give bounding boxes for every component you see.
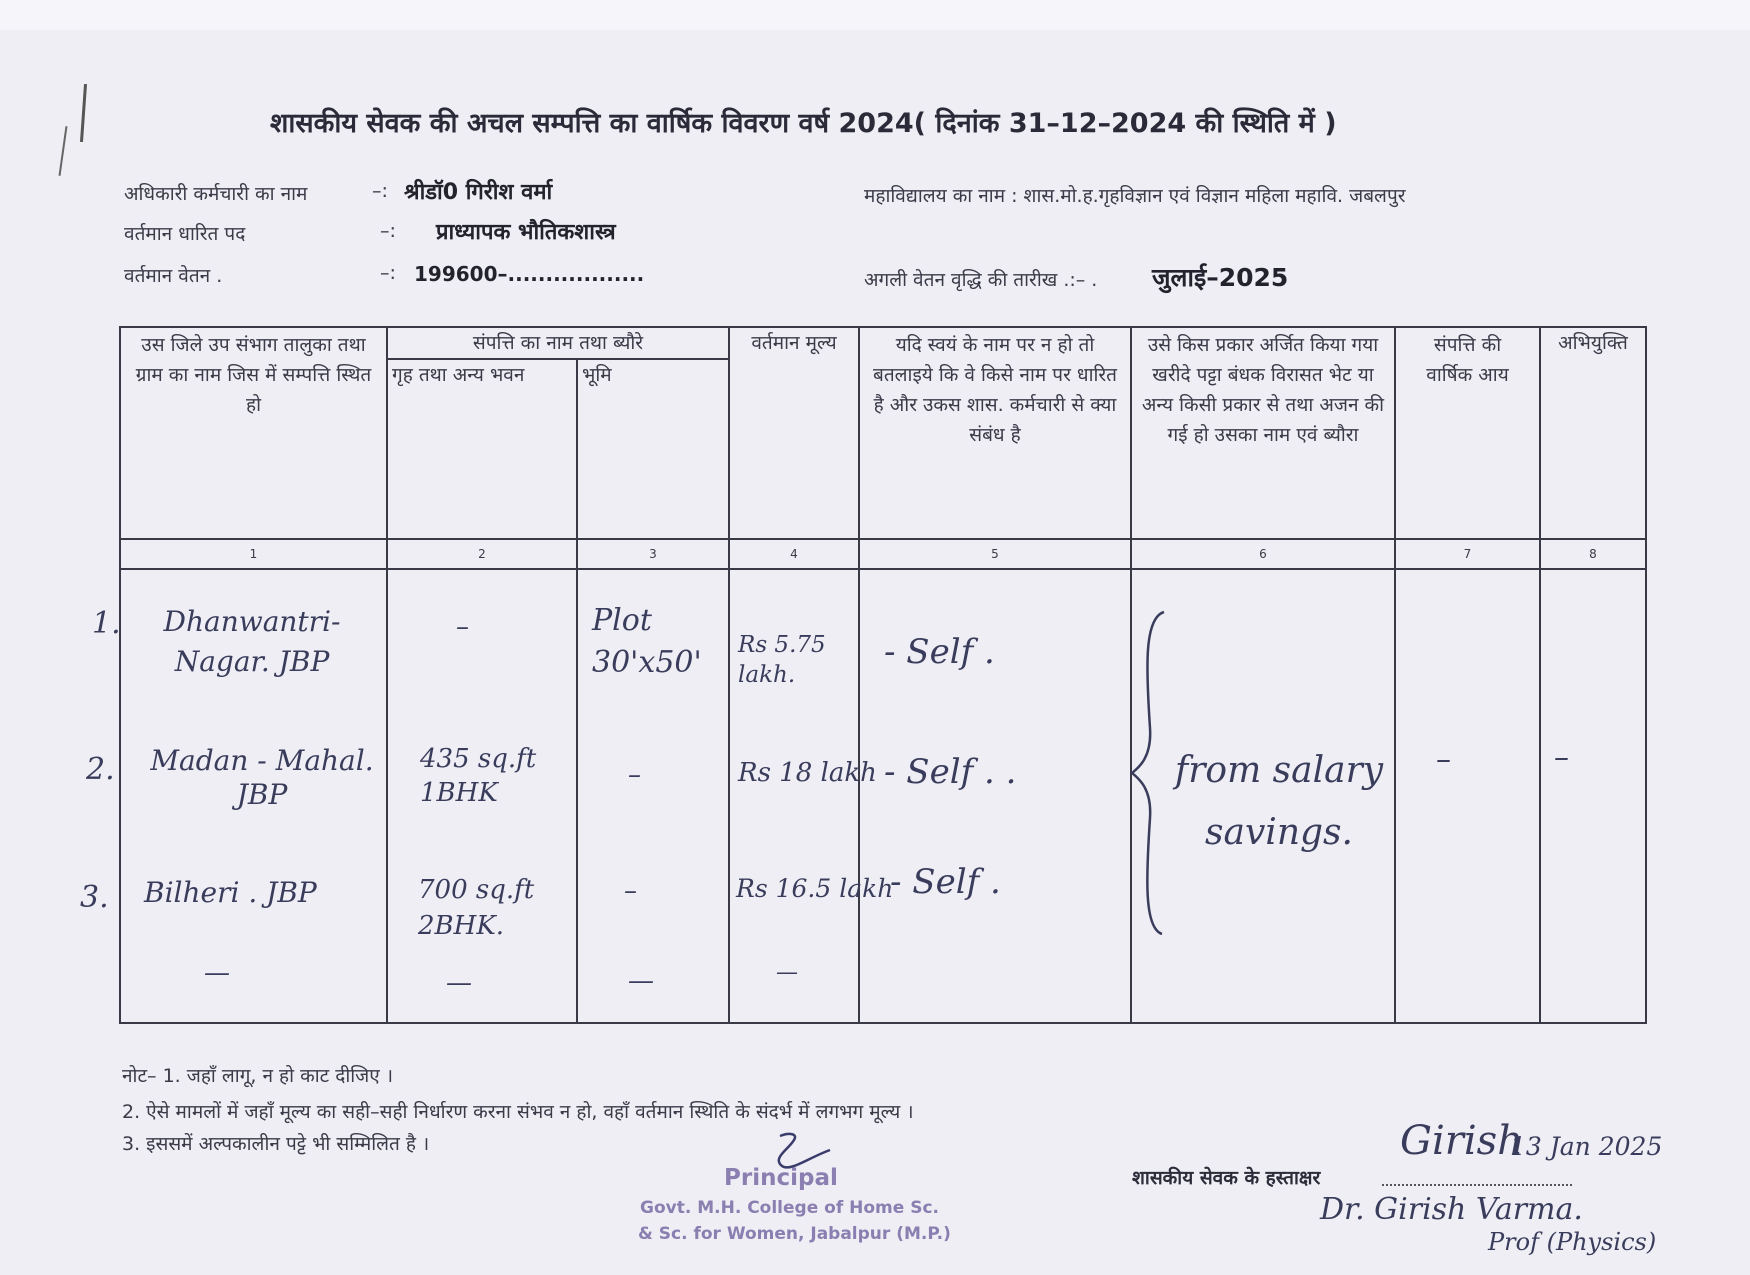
row-value: Rs 5.75 lakh. xyxy=(738,632,826,688)
scan-top-strip xyxy=(0,0,1750,32)
body-cell xyxy=(1540,569,1646,1023)
row-location: Bilheri . JBP xyxy=(144,876,317,909)
trailing-dash: — xyxy=(204,958,230,988)
name-value: श्रीडॉ0 गिरीश वर्मा xyxy=(404,180,553,205)
trailing-dash: — xyxy=(446,968,472,998)
body-cell xyxy=(1395,569,1540,1023)
row-holder: - Self . xyxy=(890,862,1001,902)
column-number: 5 xyxy=(859,539,1131,569)
row-building: 435 sq.ft 1BHK xyxy=(420,744,537,808)
header-property-details: संपत्ति का नाम तथा ब्यौरे xyxy=(387,327,729,359)
header-annual-income: संपत्ति की वार्षिक आय xyxy=(1395,327,1540,539)
column-number: 7 xyxy=(1395,539,1540,569)
stamp-line: & Sc. for Women, Jabalpur (M.P.) xyxy=(638,1224,951,1244)
row-number: 1. xyxy=(92,606,121,641)
annual-income-value: – xyxy=(1436,742,1451,777)
remarks-value: – xyxy=(1554,740,1569,775)
name-separator: –: xyxy=(372,180,388,202)
signature-date: 13 Jan 2025 xyxy=(1510,1132,1663,1161)
row-holder: - Self . . xyxy=(884,752,1017,792)
name-label: अधिकारी कर्मचारी का नाम xyxy=(124,183,308,205)
increment-label: अगली वेतन वृद्धि की तारीख .:– . xyxy=(864,269,1098,291)
row-land: – xyxy=(628,760,641,790)
post-value: प्राध्यापक भौतिकशास्त्र xyxy=(436,220,616,245)
column-number: 4 xyxy=(729,539,859,569)
header-remarks: अभियुक्ति xyxy=(1540,327,1646,539)
row-number: 3. xyxy=(80,880,109,915)
header-building: गृह तथा अन्य भवन xyxy=(387,359,577,539)
row-holder: - Self . xyxy=(884,632,995,672)
row-value: Rs 18 lakh xyxy=(738,758,877,788)
column-number: 6 xyxy=(1131,539,1395,569)
row-value: Rs 16.5 lakh xyxy=(736,874,894,903)
document-title: शासकीय सेवक की अचल सम्पत्ति का वार्षिक विवरण वर्ष 2024( दिनांक 31–12–2024 की स्थिति में ) xyxy=(270,108,1337,139)
signatory-designation: Prof (Physics) xyxy=(1488,1228,1657,1256)
signatory-name: Dr. Girish Varma. xyxy=(1320,1192,1583,1227)
signature-label: शासकीय सेवक के हस्ताक्षर xyxy=(1132,1167,1321,1189)
column-number: 8 xyxy=(1540,539,1646,569)
signature-sign: Girish xyxy=(1400,1118,1523,1164)
row-location: Dhanwantri- Nagar. JBP xyxy=(163,605,341,678)
row-building: 700 sq.ft 2BHK. xyxy=(418,875,535,941)
row-number: 2. xyxy=(86,752,115,787)
header-acquisition: उसे किस प्रकार अर्जित किया गया खरीदे पट्टा बंधक विरासत भेट या अन्य किसी प्रकार से तथा अजन की गई हो उसका नाम एवं ब्यौरा xyxy=(1131,327,1395,539)
note-1: नोट– 1. जहाँ लागू, न हो काट दीजिए । xyxy=(122,1065,394,1087)
trailing-dash: — xyxy=(776,960,798,985)
salary-label: वर्तमान वेतन . xyxy=(124,265,223,287)
acquisition-note: from salary savings. xyxy=(1174,750,1384,853)
salary-value: 199600–.................. xyxy=(414,262,645,286)
post-separator: –: xyxy=(380,220,396,242)
row-location: Madan - Mahal. JBP xyxy=(150,744,374,811)
salary-separator: –: xyxy=(380,262,396,284)
row-building: – xyxy=(456,612,469,642)
note-2: 2. ऐसे मामलों में जहाँ मूल्य का सही–सही निर्धारण करना संभव न हो, वहाँ वर्तमान स्थिति के संदर्भ में लगभग मूल्य । xyxy=(122,1101,914,1123)
note-3: 3. इससमें अल्पकालीन पट्टे भी सम्मिलित है । xyxy=(122,1133,430,1155)
column-number: 2 xyxy=(387,539,577,569)
header-current-value: वर्तमान मूल्य xyxy=(729,327,859,539)
header-land: भूमि xyxy=(577,359,729,539)
stamp-title: Principal xyxy=(724,1165,838,1191)
increment-value: जुलाई–2025 xyxy=(1152,263,1289,292)
trailing-dash: — xyxy=(628,966,654,996)
stamp-line: Govt. M.H. College of Home Sc. xyxy=(640,1198,939,1218)
row-land: Plot 30'x50' xyxy=(592,603,702,680)
college-label: महाविद्यालय का नाम : शास.मो.ह.गृहविज्ञान एवं विज्ञान महिला महावि. जबलपुर xyxy=(864,185,1406,207)
column-number: 3 xyxy=(577,539,729,569)
header-holder: यदि स्वयं के नाम पर न हो तो बतलाइये कि वे किसे नाम पर धारित है और उकस शास. कर्मचारी से क्या संबंध है xyxy=(859,327,1131,539)
signature-line xyxy=(1382,1184,1572,1186)
header-location: उस जिले उप संभाग तालुका तथा ग्राम का नाम जिस में सम्पत्ति स्थित हो xyxy=(120,327,387,539)
column-number: 1 xyxy=(120,539,387,569)
row-land: – xyxy=(624,876,637,906)
post-label: वर्तमान धारित पद xyxy=(124,223,246,245)
